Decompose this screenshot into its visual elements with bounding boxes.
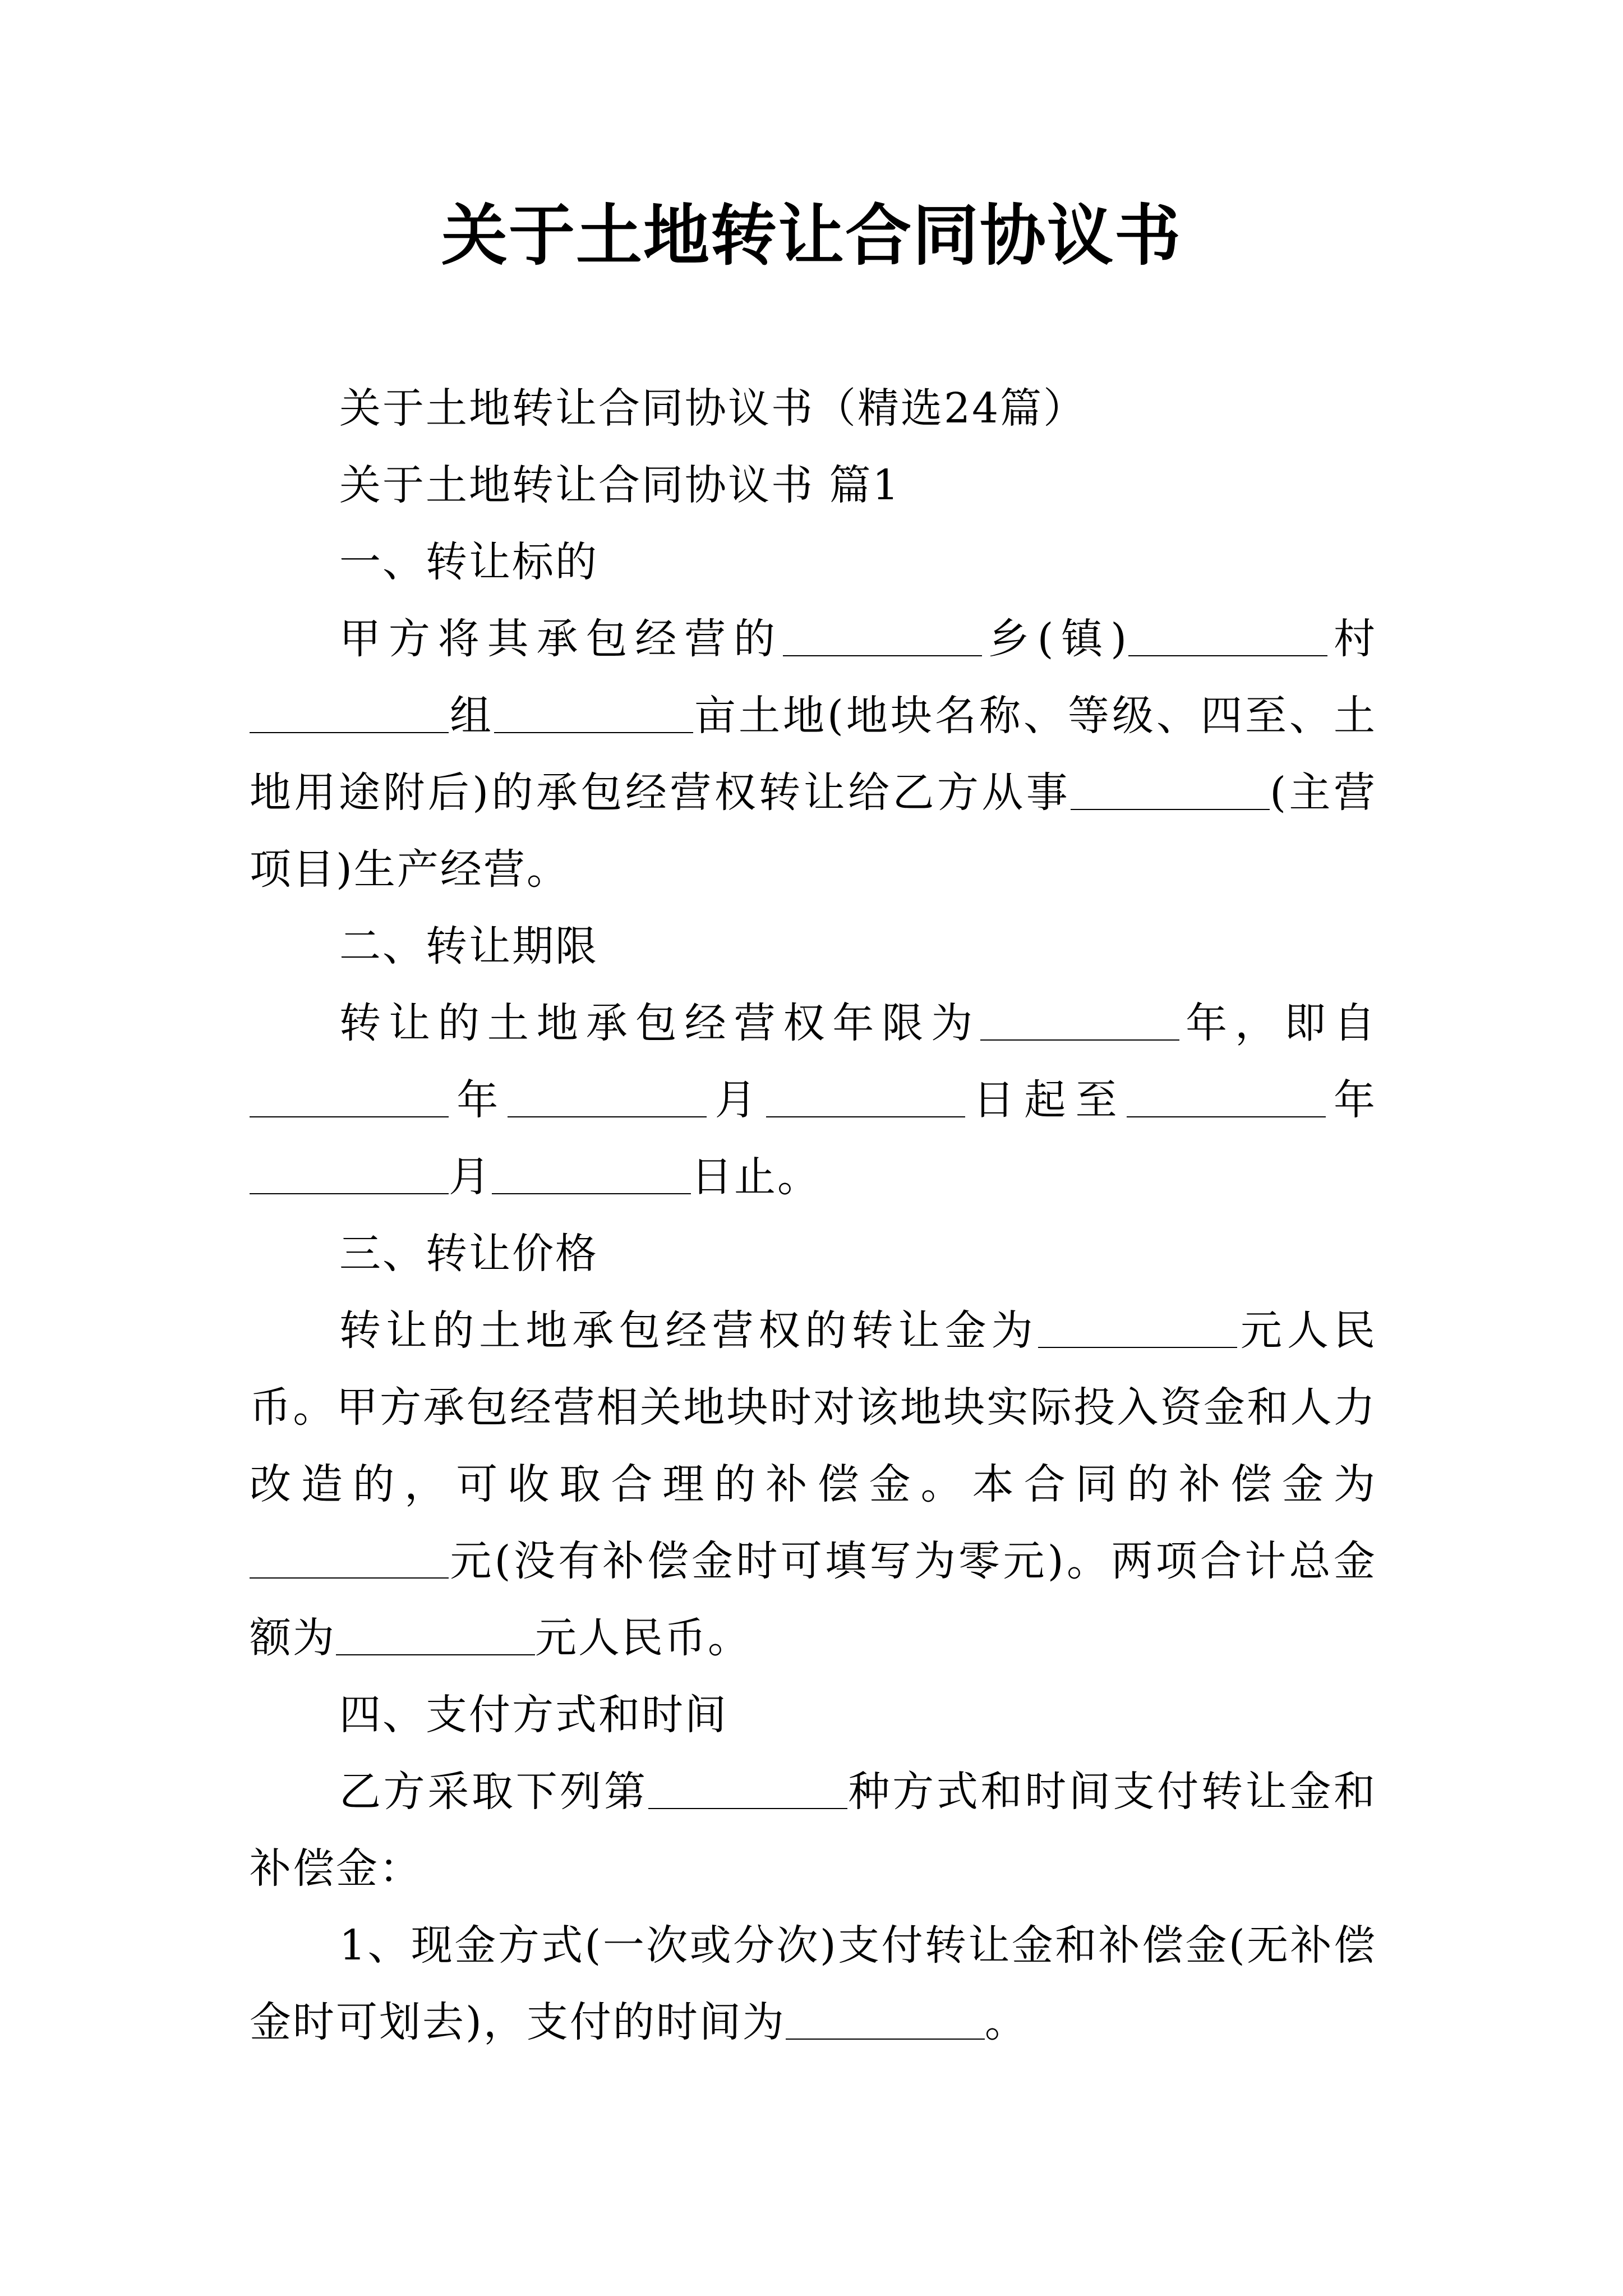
clause-4-body (250, 1754, 1377, 1907)
text-segment: 年 (449, 1076, 508, 1124)
text-segment: 甲方将其承包经营的 (339, 615, 783, 663)
section-heading-paragraph (250, 447, 1377, 524)
text-segment: 四、支付方式和时间 (339, 1691, 728, 1739)
fill-in-blank (1127, 1075, 1326, 1117)
text-segment: 乙方采取下列第 (339, 1768, 648, 1816)
text-segment: 二、转让期限 (339, 922, 598, 970)
fill-in-blank (648, 1766, 847, 1809)
fill-in-blank (980, 998, 1179, 1041)
document-body (250, 370, 1377, 2061)
fill-in-blank (494, 691, 693, 733)
fill-in-blank (250, 1075, 449, 1117)
text-segment: 日起至 (965, 1076, 1127, 1124)
clause-heading-1 (250, 524, 1377, 601)
fill-in-blank (508, 1075, 707, 1117)
text-segment: (主营项目)生产经营。 (250, 769, 1377, 894)
text-segment: 年 (1325, 1076, 1377, 1124)
text-segment: 关于土地转让合同协议书 篇1 (339, 461, 901, 509)
clause-heading-3 (250, 1216, 1377, 1292)
clause-4-item-1 (250, 1907, 1377, 2061)
fill-in-blank (1071, 767, 1270, 810)
fill-in-blank (250, 1152, 449, 1194)
fill-in-blank (1038, 1305, 1237, 1348)
subtitle-paragraph (250, 370, 1377, 447)
text-segment: 转让的土地承包经营权年限为 (339, 999, 981, 1047)
clause-2-body (250, 985, 1377, 1216)
text-segment: 元(没有补偿金时可填写为零元)。两项合计总金额为 (250, 1537, 1377, 1662)
clause-heading-4 (250, 1677, 1377, 1754)
text-segment: 关于土地转让合同协议书（精选24篇） (339, 384, 1087, 432)
text-segment: 种方式和时间支付转让金和补偿金： (250, 1768, 1377, 1893)
text-segment: 1、现金方式(一次或分次)支付转让金和补偿金(无补偿金时可划去)，支付的时间为 (250, 1921, 1377, 2046)
fill-in-blank (250, 1536, 449, 1579)
text-segment: 一、转让标的 (339, 538, 598, 586)
clause-3-body (250, 1292, 1377, 1677)
text-segment: 。 (984, 1998, 1028, 2046)
text-segment: 三、转让价格 (339, 1230, 598, 1278)
clause-1-body (250, 601, 1377, 908)
text-segment: 转让的土地承包经营权的转让金为 (339, 1306, 1038, 1355)
text-segment: 月 (449, 1153, 492, 1201)
text-segment: 亩土地(地块名称、等级、四至、土地用途附后)的承包经营权转让给乙方从事 (250, 692, 1377, 817)
text-segment: 组 (449, 692, 495, 740)
fill-in-blank (786, 1997, 985, 2040)
text-segment: 元人民币。 (535, 1614, 751, 1662)
fill-in-blank (492, 1152, 691, 1194)
fill-in-blank (250, 691, 449, 733)
document-title: 关于土地转让合同协议书 (441, 196, 1182, 274)
text-segment: 元人民币。甲方承包经营相关地块时对该地块实际投入资金和人力改造的，可收取合理的补偿金。本合同的补偿金为 (250, 1306, 1377, 1508)
fill-in-blank (1128, 614, 1327, 656)
text-segment: 月 (707, 1076, 766, 1124)
text-segment: 年，即自 (1179, 999, 1377, 1047)
text-segment: 日止。 (691, 1153, 820, 1201)
text-segment: 村 (1327, 615, 1377, 663)
clause-heading-2 (250, 908, 1377, 985)
text-segment: 乡(镇) (981, 615, 1129, 663)
fill-in-blank (766, 1075, 965, 1117)
fill-in-blank (336, 1613, 535, 1655)
fill-in-blank (783, 614, 982, 656)
